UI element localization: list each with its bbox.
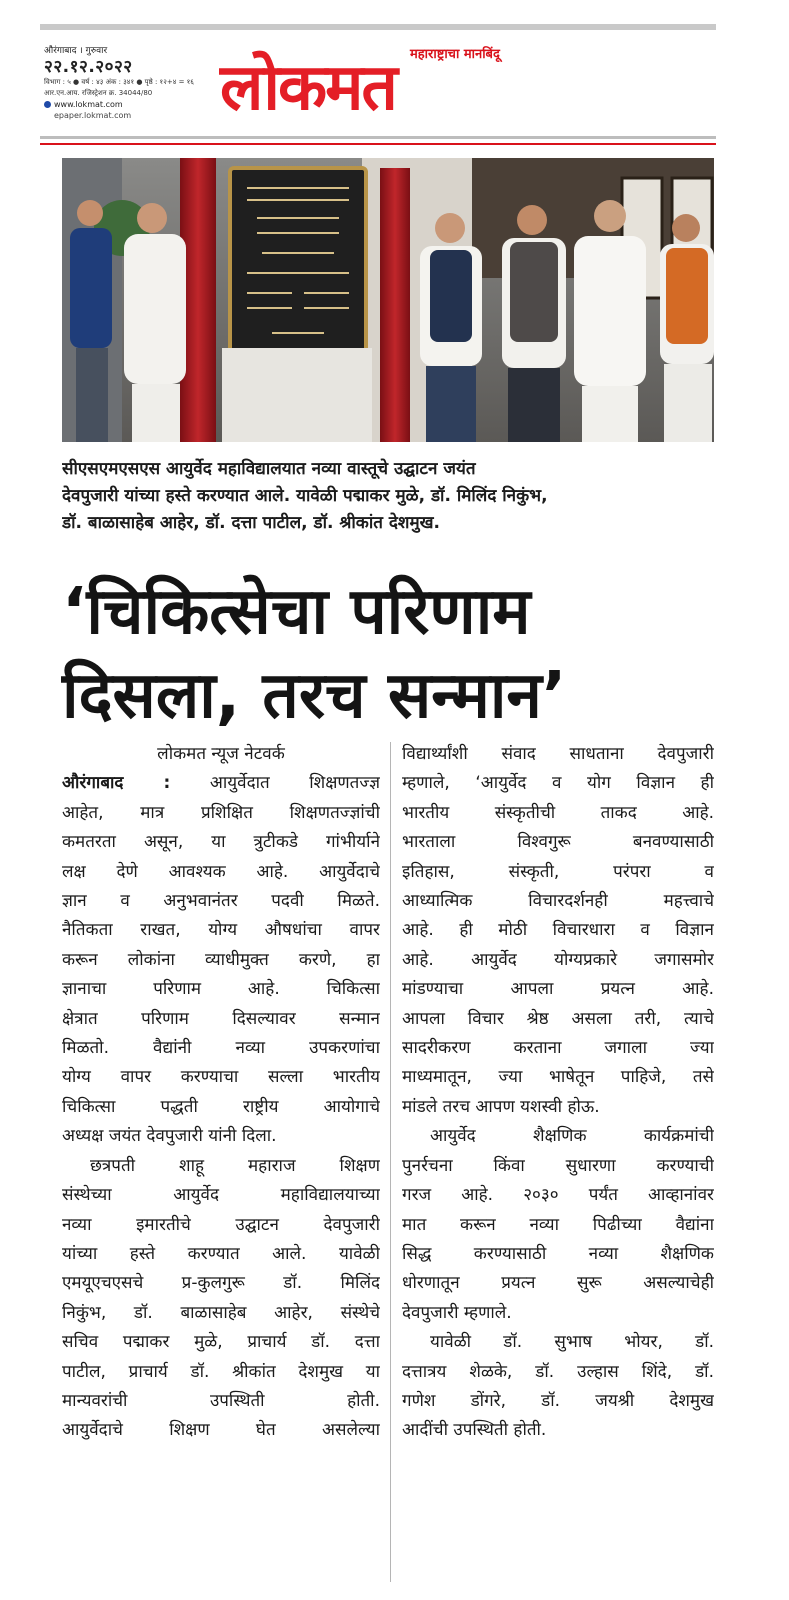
article-line: आध्यात्मिक विचारदर्शनही महत्त्वाचे — [402, 891, 714, 912]
caption-line: सीएसएमएसएस आयुर्वेद महाविद्यालयात नव्या वास्तूचे उद्घाटन जयंत — [62, 459, 476, 479]
article-line: क्षेत्रात परिणाम दिसल्यावर सन्मान — [62, 1008, 380, 1029]
byline: लोकमत न्यूज नेटवर्क — [157, 744, 285, 764]
headline-line-2: दिसला, तरच सन्मान’ — [62, 659, 567, 733]
article-column-right — [402, 740, 714, 1446]
edition-date: २२.१२.२०२२ — [44, 57, 133, 77]
edition-line: औरंगाबाद । गुरुवार — [44, 46, 108, 56]
article-line: गणेश डोंगरे, डॉ. जयश्री देशमुख — [402, 1390, 714, 1411]
event-photo — [62, 158, 714, 442]
article-line: म्हणाले, ‘आयुर्वेद व योग विज्ञान ही — [402, 773, 714, 794]
article-line: यावेळी डॉ. सुभाष भोयर, डॉ. — [430, 1332, 714, 1353]
article-line: मात करून नव्या पिढीच्या वैद्यांना — [402, 1214, 714, 1235]
article-line: मिळतो. वैद्यांनी नव्या उपकरणांचा — [62, 1038, 380, 1059]
masthead — [40, 34, 716, 134]
newspaper-logo: लोकमत — [220, 51, 396, 125]
article-line: संस्थेच्या आयुर्वेद महाविद्यालयाच्या — [62, 1185, 380, 1206]
article-line: एमयूएचएसचे प्र-कुलगुरू डॉ. मिलिंद — [62, 1273, 380, 1294]
column-divider — [390, 742, 391, 1582]
article-line: नव्या इमारतीचे उद्घाटन देवपुजारी — [62, 1214, 380, 1235]
article-line: माध्यमातून, ज्या भाषेतून पाहिजे, तसे — [402, 1067, 714, 1088]
headline-line-1: ‘चिकित्सेचा परिणाम — [62, 575, 531, 649]
caption-line: डॉ. बाळासाहेब आहेर, डॉ. दत्ता पाटील, डॉ. श्रीकांत देशमुख. — [62, 513, 440, 533]
top-rule — [40, 24, 716, 30]
article-line: आहे. ही मोठी विचारधारा व विज्ञान — [402, 920, 714, 941]
website-link[interactable]: www.lokmat.com — [54, 100, 123, 109]
article-line: नैतिकता राखत, योग्य औषधांचा वापर — [62, 920, 380, 941]
edition-info — [44, 46, 214, 121]
article-line: भारतीय संस्कृतीची ताकद आहे. — [402, 802, 714, 823]
article-line: भारताला विश्वगुरू बनवण्यासाठी — [402, 832, 714, 853]
article-line: निकुंभ, डॉ. बाळासाहेब आहेर, संस्थेचे — [62, 1302, 380, 1323]
edition-meta-1: विभाग : ५ ● वर्ष : ४३ अंक : ३४१ ● पृष्ठे : १२+४ = १६ — [44, 78, 194, 86]
article-column-left — [62, 740, 380, 1446]
article-line: आहे. आयुर्वेद योग्यप्रकारे जगासमोर — [402, 949, 714, 970]
article-line: ज्ञान व अनुभवानंतर पदवी मिळते. — [62, 891, 380, 912]
inauguration-photo-illustration — [62, 158, 714, 442]
article-line: अध्यक्ष जयंत देवपुजारी यांनी दिला. — [62, 1126, 277, 1147]
article-line: करून लोकांना व्याधीमुक्त करणे, हा — [62, 949, 380, 970]
dateline: औरंगाबाद : — [62, 773, 171, 794]
edition-meta-2: आर.एन.आय. रजिस्ट्रेशन क्र. 34044/80 — [44, 89, 153, 97]
globe-icon — [44, 101, 51, 108]
article-line: पाटील, प्राचार्य डॉ. श्रीकांत देशमुख या — [62, 1361, 380, 1382]
article-line: छत्रपती शाहू महाराज शिक्षण — [90, 1155, 380, 1176]
article-line: आहेत, मात्र प्रशिक्षित शिक्षणतज्ज्ञांची — [62, 802, 380, 823]
article-line: कमतरता असून, या त्रुटीकडे गांभीर्याने — [62, 832, 380, 853]
article-line: मांडण्याचा आपला प्रयत्न आहे. — [402, 979, 714, 1000]
caption-line: देवपुजारी यांच्या हस्ते करण्यात आले. यावेळी पद्माकर मुळे, डॉ. मिलिंद निकुंभ, — [62, 486, 548, 506]
article-line: मान्यवरांची उपस्थिती होती. — [62, 1390, 380, 1411]
article-line: सिद्ध करण्यासाठी नव्या शैक्षणिक — [402, 1243, 714, 1264]
headline — [62, 570, 714, 738]
article-line: आयुर्वेद शैक्षणिक कार्यक्रमांची — [430, 1126, 714, 1147]
article-line: सादरीकरण करताना जगाला ज्या — [402, 1038, 714, 1059]
article-line: दत्तात्रय शेळके, डॉ. उल्हास शिंदे, डॉ. — [402, 1361, 714, 1382]
article-line: आयुर्वेदाचे शिक्षण घेत असलेल्या — [62, 1420, 380, 1441]
article-line: औरंगाबाद : आयुर्वेदात शिक्षणतज्ज्ञ — [62, 773, 380, 794]
article-line: आदींची उपस्थिती होती. — [402, 1420, 547, 1441]
article-line: मांडले तरच आपण यशस्वी होऊ. — [402, 1096, 600, 1117]
masthead-tagline: महाराष्ट्राचा मानबिंदू — [410, 47, 500, 62]
article-line: इतिहास, संस्कृती, परंपरा व — [402, 861, 714, 882]
article-line: गरज आहे. २०३० पर्यंत आव्हानांवर — [402, 1185, 714, 1206]
article-line: पुनर्रचना किंवा सुधारणा करण्याची — [402, 1155, 714, 1176]
article-line: आपला विचार श्रेष्ठ असला तरी, त्याचे — [402, 1008, 714, 1029]
article-line: योग्य वापर करण्याचा सल्ला भारतीय — [62, 1067, 380, 1088]
masthead-rule-grey — [40, 136, 716, 139]
article-line: चिकित्सा पद्धती राष्ट्रीय आयोगाचे — [62, 1096, 380, 1117]
article-line: विद्यार्थ्यांशी संवाद साधताना देवपुजारी — [402, 744, 714, 764]
masthead-rule-red — [40, 143, 716, 145]
photo-caption — [62, 456, 714, 537]
article-line: यांच्या हस्ते करण्यात आले. यावेळी — [62, 1243, 380, 1264]
article-line: धोरणातून प्रयत्न सुरू असल्याचेही — [402, 1273, 714, 1294]
article-line: ज्ञानाचा परिणाम आहे. चिकित्सा — [62, 979, 380, 1000]
epaper-link[interactable]: epaper.lokmat.com — [54, 111, 132, 120]
article-line: सचिव पद्माकर मुळे, प्राचार्य डॉ. दत्ता — [62, 1332, 380, 1353]
article-line: देवपुजारी म्हणाले. — [402, 1302, 512, 1323]
article-line: लक्ष देणे आवश्यक आहे. आयुर्वेदाचे — [62, 861, 380, 882]
